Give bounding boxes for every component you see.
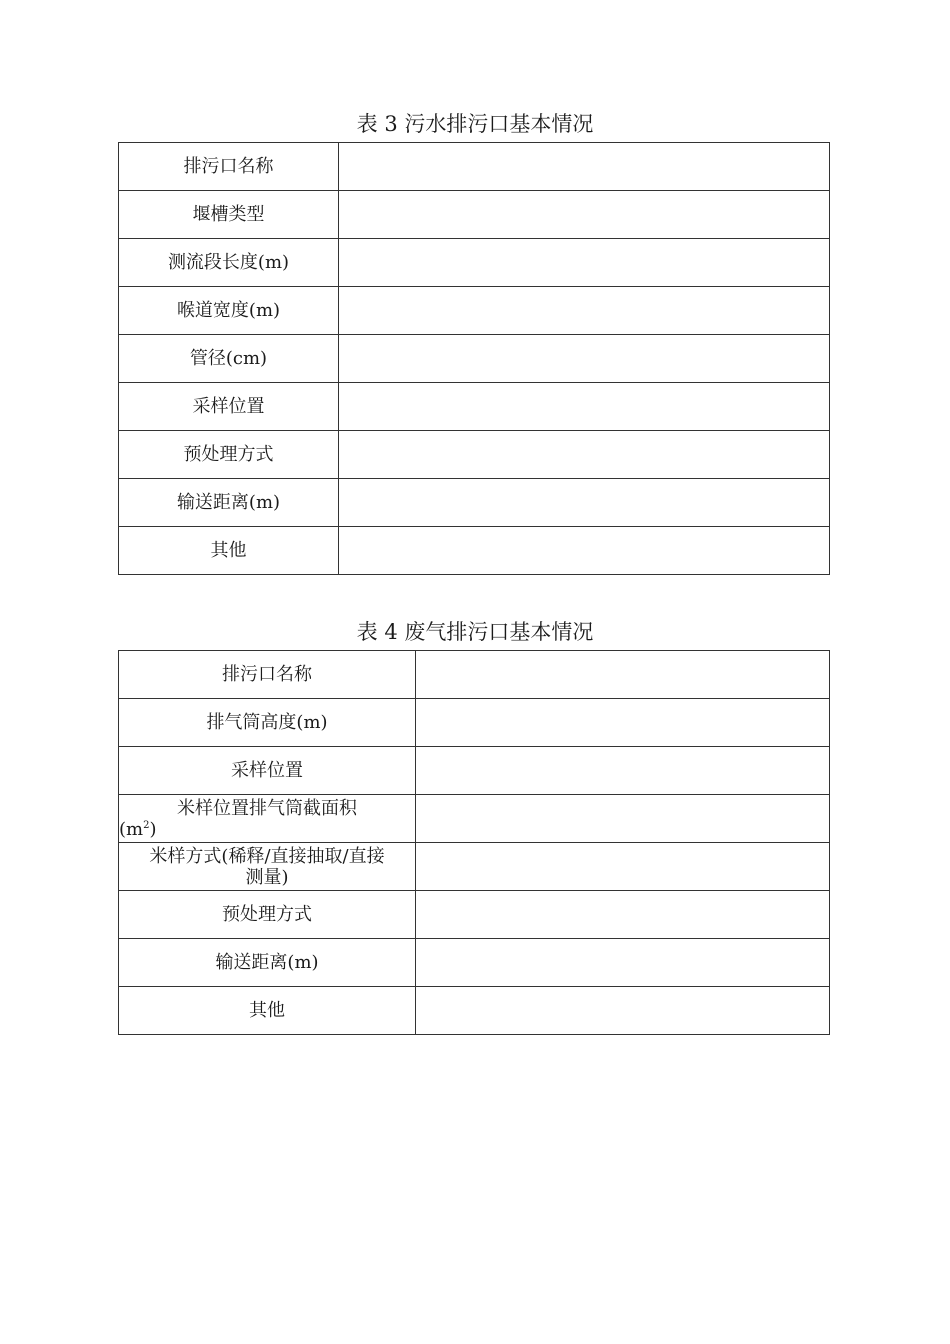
table-row — [119, 239, 830, 287]
row-value-cell[interactable] — [416, 939, 830, 987]
table4-caption: 表 4 废气排污口基本情况 — [356, 620, 594, 644]
row-label-line1: 米样方式(稀释/直接抽取/直接 — [149, 845, 385, 867]
table-row — [119, 939, 830, 987]
unit-open: (m — [119, 818, 144, 840]
table-row — [119, 431, 830, 479]
row-value-cell[interactable] — [416, 795, 830, 843]
table-row — [119, 651, 830, 699]
table-row — [119, 335, 830, 383]
table3-caption: 表 3 污水排污口基本情况 — [356, 112, 594, 136]
row-value-cell[interactable] — [339, 479, 830, 527]
row-value-cell[interactable] — [416, 699, 830, 747]
row-label: 堰槽类型 — [119, 191, 339, 239]
row-value-cell[interactable] — [339, 431, 830, 479]
row-label-line2 — [119, 819, 409, 840]
row-label: 输送距离(m) — [119, 479, 339, 527]
row-label: 排污口名称 — [119, 651, 416, 699]
row-label: 输送距离(m) — [119, 939, 416, 987]
wastewater-outlet-table — [118, 142, 830, 575]
table-row — [119, 843, 830, 891]
row-label-line2: 测量) — [245, 866, 289, 888]
table-row — [119, 891, 830, 939]
table-row — [119, 287, 830, 335]
row-label: 其他 — [119, 987, 416, 1035]
table-row — [119, 527, 830, 575]
table-row — [119, 987, 830, 1035]
row-value-cell[interactable] — [339, 527, 830, 575]
row-value-cell[interactable] — [339, 287, 830, 335]
table-row — [119, 191, 830, 239]
row-value-cell[interactable] — [416, 651, 830, 699]
row-label: 喉道宽度(m) — [119, 287, 339, 335]
table-row — [119, 383, 830, 431]
row-value-cell[interactable] — [339, 191, 830, 239]
row-value-cell[interactable] — [416, 987, 830, 1035]
unit-superscript: 2 — [143, 819, 150, 831]
row-value-cell[interactable] — [339, 239, 830, 287]
row-label — [119, 843, 416, 891]
row-label: 预处理方式 — [119, 431, 339, 479]
row-label: 排污口名称 — [119, 143, 339, 191]
table-row — [119, 143, 830, 191]
row-label: 采样位置 — [119, 747, 416, 795]
row-label-line1: 米样位置排气筒截面积 — [177, 797, 357, 819]
row-value-cell[interactable] — [339, 335, 830, 383]
row-value-cell[interactable] — [416, 843, 830, 891]
row-value-cell[interactable] — [416, 891, 830, 939]
row-value-cell[interactable] — [416, 747, 830, 795]
row-value-cell[interactable] — [339, 143, 830, 191]
table-row — [119, 747, 830, 795]
row-label: 其他 — [119, 527, 339, 575]
table-row — [119, 699, 830, 747]
row-label: 排气筒高度(m) — [119, 699, 416, 747]
unit-close: ) — [149, 818, 157, 840]
row-label: 管径(cm) — [119, 335, 339, 383]
row-label: 测流段长度(m) — [119, 239, 339, 287]
row-label — [119, 795, 416, 843]
row-label: 预处理方式 — [119, 891, 416, 939]
table-row — [119, 795, 830, 843]
row-label: 采样位置 — [119, 383, 339, 431]
table-row — [119, 479, 830, 527]
row-value-cell[interactable] — [339, 383, 830, 431]
exhaust-outlet-table — [118, 650, 830, 1035]
